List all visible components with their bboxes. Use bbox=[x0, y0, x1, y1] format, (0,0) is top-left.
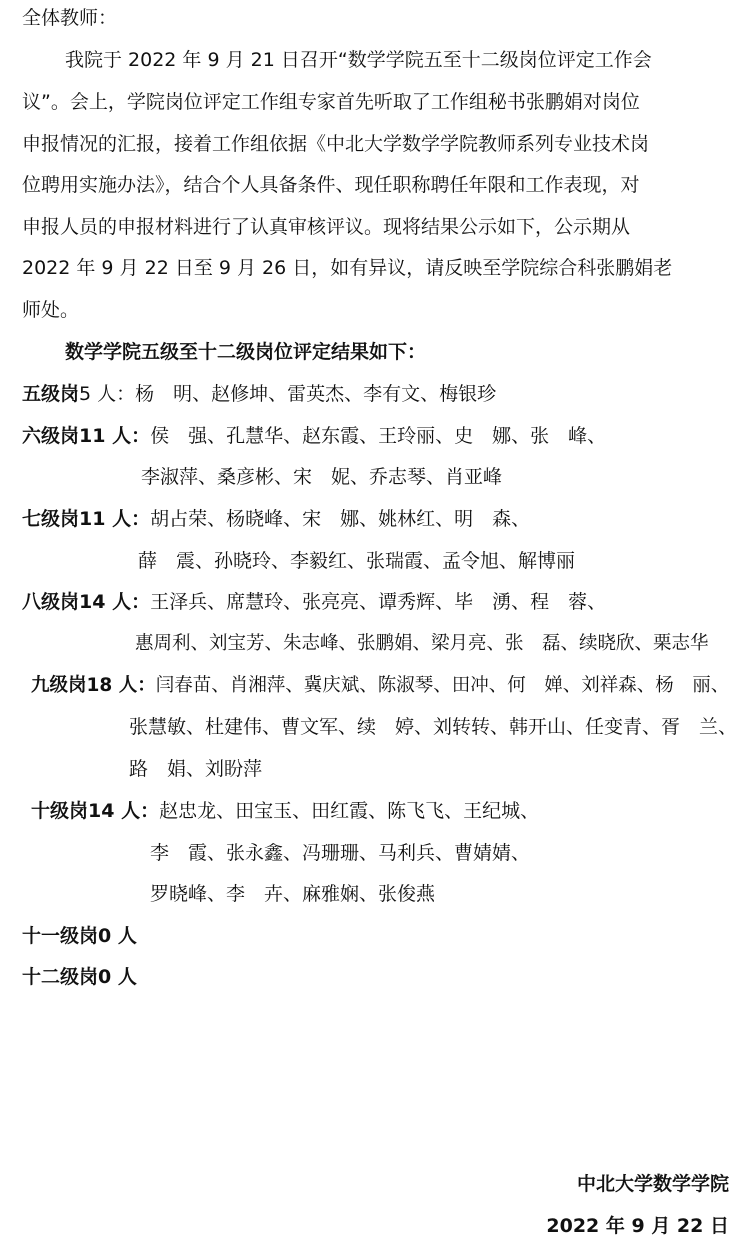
grade-9-label: 九级岗 bbox=[31, 675, 87, 696]
salutation: 全体教师： bbox=[22, 7, 118, 29]
signature-org: 中北大学数学学院 bbox=[576, 1173, 729, 1195]
grade-10-names-1: 赵忠龙、田宝玉、田红霞、陈飞飞、王纪城、 bbox=[159, 800, 540, 822]
grade-11-row bbox=[22, 925, 137, 948]
grade-5-count: 5 人： bbox=[79, 383, 136, 405]
grade-8-count: 14 人： bbox=[79, 591, 151, 613]
grade-10-names-2: 李 霞、张永鑫、冯珊珊、马利兵、曹婧婧、 bbox=[150, 842, 531, 864]
intro-line-7: 师处。 bbox=[22, 299, 80, 321]
grade-12-row bbox=[22, 966, 137, 989]
grade-7-row bbox=[22, 508, 530, 531]
grade-6-names-2: 李淑萍、桑彦彬、宋 妮、乔志琴、肖亚峰 bbox=[141, 466, 503, 488]
grade-9-names-1: 闫春苗、肖湘萍、冀庆斌、陈淑琴、田冲、何 婵、刘祥森、杨 丽、 bbox=[155, 675, 730, 696]
intro-line-4: 位聘用实施办法》，结合个人具备条件、现任职称聘任年限和工作表现，对 bbox=[22, 174, 640, 196]
grade-10-row bbox=[31, 800, 539, 823]
grade-9-row bbox=[31, 675, 729, 697]
intro-line-2: 议”。会上，学院岗位评定工作组专家首先听取了工作组秘书张鹏娟对岗位 bbox=[22, 91, 640, 113]
grade-8-row bbox=[22, 591, 606, 614]
grade-7-names-1: 胡占荣、杨晓峰、宋 娜、姚林红、明 森、 bbox=[150, 508, 531, 530]
intro-line-1: 我院于 2022 年 9 月 21 日召开“数学学院五至十二级岗位评定工作会 bbox=[65, 49, 652, 71]
grade-6-row bbox=[22, 425, 606, 448]
grade-8-label: 八级岗 bbox=[22, 591, 80, 613]
grade-9-count: 18 人： bbox=[86, 675, 156, 696]
grade-6-count: 11 人： bbox=[79, 425, 151, 447]
grade-8-names-1: 王泽兵、席慧玲、张亮亮、谭秀辉、毕 湧、程 蓉、 bbox=[150, 591, 607, 613]
grade-7-count: 11 人： bbox=[79, 508, 151, 530]
grade-11-label: 十一级岗 bbox=[22, 925, 99, 947]
grade-12-label: 十二级岗 bbox=[22, 966, 99, 988]
grade-5-names-1: 杨 明、赵修坤、雷英杰、李有文、梅银珍 bbox=[135, 383, 497, 405]
grade-8-names-2: 惠周利、刘宝芳、朱志峰、张鹏娟、梁月亮、张 磊、续晓欣、栗志华 bbox=[135, 633, 709, 654]
grade-5-label: 五级岗 bbox=[22, 383, 80, 405]
grade-6-label: 六级岗 bbox=[22, 425, 80, 447]
grade-9-names-3: 路 娟、刘盼萍 bbox=[129, 758, 263, 780]
signature-date: 2022 年 9 月 22 日 bbox=[546, 1215, 729, 1237]
grade-12-count: 0 人 bbox=[98, 966, 137, 988]
intro-line-6: 2022 年 9 月 22 日至 9 月 26 日，如有异议，请反映至学院综合科张鹏娟老 bbox=[22, 257, 673, 279]
results-heading: 数学学院五级至十二级岗位评定结果如下： bbox=[65, 341, 427, 363]
grade-10-label: 十级岗 bbox=[31, 800, 89, 822]
grade-10-names-3: 罗晓峰、李 卉、麻雅娴、张俊燕 bbox=[150, 883, 436, 905]
grade-6-names-1: 侯 强、孔慧华、赵东霞、王玲丽、史 娜、张 峰、 bbox=[150, 425, 607, 447]
intro-line-3: 申报情况的汇报，接着工作组依据《中北大学数学学院教师系列专业技术岗 bbox=[22, 133, 650, 155]
grade-9-names-2: 张慧敏、杜建伟、曹文军、续 婷、刘转转、韩开山、任变青、胥 兰、 bbox=[129, 716, 738, 738]
grade-7-names-2: 薛 震、孙晓玲、李毅红、张瑞霞、孟令旭、解博丽 bbox=[138, 550, 576, 572]
grade-10-count: 14 人： bbox=[88, 800, 160, 822]
intro-line-5: 申报人员的申报材料进行了认真审核评议。现将结果公示如下，公示期从 bbox=[22, 216, 631, 238]
grade-7-label: 七级岗 bbox=[22, 508, 80, 530]
grade-5-row bbox=[22, 383, 496, 406]
grade-11-count: 0 人 bbox=[98, 925, 137, 947]
